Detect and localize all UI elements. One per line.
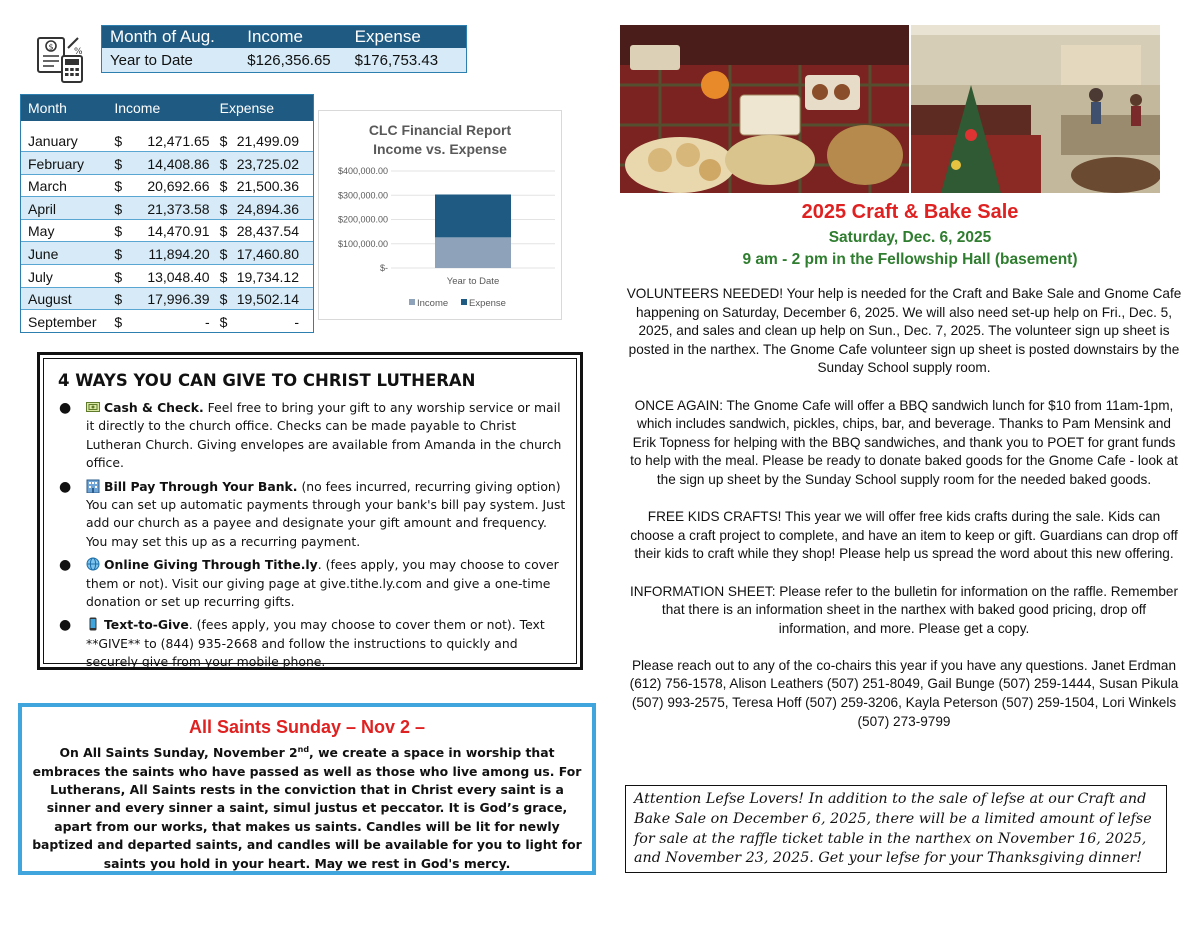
monthly-expense — [220, 156, 313, 172]
monthly-month — [21, 223, 114, 239]
income-amount: 14,408.86 — [147, 155, 210, 172]
expense-amount: 21,500.36 — [236, 178, 299, 195]
expense-amount: 19,734.12 — [236, 268, 299, 285]
currency-symbol: $ — [219, 178, 228, 195]
chart-subtitle: Income vs. Expense — [373, 141, 507, 157]
give-item-cash-text: Feel free to bring your gift to any worship service or mail it directly to the church office. Checks can be made payable to Christ Lutheran Church. Giving envelopes are available from Amanda in the church office. — [86, 400, 562, 471]
all-saints-body — [30, 741, 584, 873]
chart-y-tick-label: $- — [379, 263, 388, 273]
financial-chart — [318, 110, 562, 320]
finance-report-icon — [34, 32, 88, 86]
ytd-expense: $176,753.43 — [354, 51, 439, 69]
monthly-income — [114, 178, 219, 194]
monthly-month — [21, 314, 114, 330]
monthly-month — [21, 178, 114, 194]
monthly-month — [21, 201, 114, 217]
ytd-header-month: Month of Aug. — [110, 27, 215, 46]
monthly-row — [21, 264, 313, 287]
give-item-billpay-title: Bill Pay Through Your Bank. — [104, 478, 298, 494]
monthly-month — [21, 291, 114, 307]
craft-bake-sale-time: 9 am - 2 pm in the Fellowship Hall (basement) — [742, 251, 1078, 268]
monthly-income — [114, 246, 219, 262]
all-saints-title: All Saints Sunday – Nov 2 – — [188, 717, 426, 737]
month-name: January — [28, 133, 78, 149]
monthly-expense — [220, 269, 313, 285]
currency-symbol: $ — [219, 133, 228, 149]
currency-symbol: $ — [219, 155, 228, 172]
income-amount: 21,373.58 — [147, 200, 210, 217]
chart-y-tick-label: $400,000.00 — [337, 166, 388, 176]
expense-amount: - — [294, 313, 299, 330]
month-name: August — [28, 291, 72, 308]
chart-y-tick-label: $300,000.00 — [337, 190, 388, 201]
monthly-expense — [220, 201, 313, 217]
month-name: September — [28, 313, 97, 330]
month-name: June — [28, 245, 59, 262]
month-name: February — [28, 155, 85, 172]
currency-symbol: $ — [219, 268, 228, 285]
monthly-expense — [220, 178, 313, 194]
currency-symbol: $ — [114, 245, 123, 262]
expense-amount: 28,437.54 — [236, 223, 299, 240]
expense-amount: 19,502.14 — [236, 291, 299, 308]
monthly-row — [21, 241, 313, 264]
income-amount: 17,996.39 — [147, 291, 210, 308]
ways-to-give-box — [37, 352, 583, 670]
volunteers-paragraph: VOLUNTEERS NEEDED! Your help is needed for the Craft and Bake Sale and Gnome Cafe happening on Saturday, December 6, 2025. We will also need set-up help on Fri., Dec. 5, 2025, and sales and clean up help on Sun., Dec. 7, 2025. The volunteer sign up sheet is posted in the narthex. The Gnome Cafe volunteer sign up sheet is posted downstairs by the Sunday School supply room. — [626, 286, 1182, 376]
income-amount: 14,470.91 — [147, 223, 210, 240]
svg-text:$: $ — [48, 42, 54, 52]
monthly-header-income: Income — [114, 100, 161, 116]
ytd-header-expense: Expense — [354, 27, 421, 46]
monthly-row — [21, 174, 313, 197]
expense-amount: 21,499.09 — [236, 133, 299, 149]
globe-icon — [86, 557, 100, 571]
give-item-cash — [58, 399, 566, 473]
craft-sale-photo — [911, 25, 1160, 193]
ytd-table — [101, 25, 467, 73]
currency-symbol: $ — [219, 223, 228, 240]
currency-symbol: $ — [114, 291, 123, 308]
monthly-income — [114, 156, 219, 172]
income-amount: - — [204, 313, 210, 330]
monthly-income — [114, 201, 219, 217]
craft-bake-sale-date: Saturday, Dec. 6, 2025 — [828, 229, 992, 246]
income-amount: 11,894.20 — [148, 245, 210, 262]
information-sheet-paragraph: INFORMATION SHEET: Please refer to the bulletin for information on the raffle. Remember that there is an information sheet in the narthex with baked good pricing, drop off information, and more. Please get a copy. — [630, 583, 1178, 636]
currency-symbol: $ — [114, 155, 123, 172]
monthly-income — [114, 291, 219, 307]
mobile-phone-icon — [86, 617, 100, 631]
co-chairs-paragraph: Please reach out to any of the co-chairs this year if you have any questions. Janet Erdman (612) 756-1578, Alison Leathers (507) 251-8049, Gail Bunge (507) 259-1444, Susan Pikula (507) 993-2575, Teresa Hoff (507) 259-3206, Kayla Peterson (507) 259-1504, Lori Winkels (507) 273-9799 — [629, 657, 1179, 729]
bank-building-icon — [86, 479, 100, 493]
chart-y-tick-label: $100,000.00 — [337, 238, 388, 249]
monthly-month — [21, 246, 114, 262]
give-item-billpay-text: (no fees incurred, recurring giving option) You can set up automatic payments through your bank's bill pay system. Just add our church as a payee and designate your gift amount and frequency. You may set this up as a recurring payment. — [86, 478, 566, 549]
monthly-header-row — [21, 95, 313, 121]
bullet: ● — [59, 478, 72, 495]
currency-symbol: $ — [114, 178, 123, 195]
monthly-header-expense: Expense — [219, 100, 275, 116]
bullet: ● — [59, 400, 72, 416]
monthly-row — [21, 309, 313, 332]
lefse-notice: Attention Lefse Lovers! In addition to the sale of lefse at our Craft and Bake Sale on December 6, 2025, there will be a limited amount of lefse for sale at the raffle ticket table in the narthex on November 16, 2025, and November 23, 2025. Get your lefse for your Thanksgiving dinner! — [625, 785, 1167, 873]
income-amount: 12,471.65 — [147, 133, 210, 149]
currency-symbol: $ — [219, 313, 228, 330]
all-saints-body-sup: nd — [297, 745, 310, 754]
give-item-cash-title: Cash & Check. — [104, 400, 204, 415]
bullet: ● — [59, 617, 72, 634]
month-name: May — [28, 223, 55, 240]
monthly-income — [114, 314, 219, 330]
craft-bake-sale-body — [626, 285, 1182, 750]
chart-legend-swatch — [461, 299, 467, 305]
all-saints-body-rest: , we create a space in worship that embraces the saints who have passed as well as those who live among us. For Lutherans, All Saints rests in the conviction that in Christ every saint is a sinner and every sinner a saint, simul justus et peccator. It is God’s grace, apart from our works, that makes us saints. Candles will be lit for newly baptized and departed saints, and candles will be available for you to light for saints you hold in your heart. May we rest in God's mercy. — [32, 745, 582, 871]
month-name: March — [28, 178, 67, 195]
cash-icon — [86, 400, 100, 414]
monthly-income — [114, 223, 219, 239]
chart-legend-label: Income — [417, 298, 449, 309]
chart-svg — [319, 111, 561, 319]
monthly-row — [21, 121, 313, 151]
monthly-month — [21, 156, 114, 172]
give-item-text-text: . (fees apply, you may choose to cover them or not). Text **GIVE** to (844) 935-2668 and follow the instructions to quickly and securely give from your mobile phone. — [86, 617, 545, 670]
monthly-table — [20, 94, 314, 333]
expense-amount: 23,725.02 — [236, 155, 299, 172]
currency-symbol: $ — [114, 268, 123, 285]
chart-legend-swatch — [409, 299, 415, 305]
give-item-online-text: . (fees apply, you may choose to cover them or not). Visit our giving page at give.tithe.ly.com and give a one-time donation or set up recurring gifts. — [86, 557, 559, 610]
currency-symbol: $ — [219, 245, 228, 262]
monthly-expense — [220, 314, 313, 330]
give-item-online-title: Online Giving Through Tithe.ly — [104, 557, 318, 573]
month-name: April — [28, 200, 57, 217]
ytd-data-row — [102, 48, 466, 72]
craft-bake-sale-title: 2025 Craft & Bake Sale — [801, 201, 1019, 223]
gnome-cafe-paragraph: ONCE AGAIN: The Gnome Cafe will offer a BBQ sandwich lunch for $10 from 11am-1pm, which includes sandwich, pickles, chips, bar, and beverage. Thanks to Pam Mensink and Erik Topness for helping with the BBQ sandwiches, and thank you to POET for grant funds to help with the meal. Please be ready to donate baked goods for the Gnome Cafe - look at the sign up sheet by the Sunday School supply room for the needed baked goods. — [630, 397, 1178, 487]
monthly-month — [21, 133, 114, 149]
svg-text:%: % — [74, 47, 83, 57]
give-item-online — [58, 556, 566, 611]
give-item-text-title: Text-to-Give — [104, 617, 189, 633]
chart-legend-label: Expense — [469, 298, 506, 309]
bake-sale-photo — [620, 25, 909, 193]
expense-amount: 24,894.36 — [236, 200, 299, 217]
chart-y-tick-label: $200,000.00 — [337, 214, 388, 225]
chart-x-tick-label: Year to Date — [446, 276, 500, 287]
month-name: July — [28, 268, 53, 285]
ways-to-give-inner — [43, 358, 577, 670]
chart-bar-expense — [435, 194, 511, 237]
ytd-income: $126,356.65 — [247, 51, 331, 69]
currency-symbol: $ — [114, 313, 123, 330]
currency-symbol: $ — [219, 200, 228, 217]
give-item-billpay — [58, 478, 566, 552]
monthly-expense — [220, 291, 313, 307]
monthly-row — [21, 151, 313, 174]
monthly-expense — [220, 133, 313, 149]
expense-amount: 17,460.80 — [236, 245, 299, 262]
all-saints-body-start: On All Saints Sunday, November 2 — [59, 745, 298, 761]
currency-symbol: $ — [114, 223, 123, 240]
give-item-text — [58, 616, 566, 671]
monthly-row — [21, 287, 313, 310]
kids-crafts-paragraph: FREE KIDS CRAFTS! This year we will offer free kids crafts during the sale. Kids can choose a craft project to complete, and have an item to keep or gift. Guardians can drop off their kids to craft while they shop! Please help us spread the word about this new offering. — [630, 509, 1178, 562]
ytd-header-row — [102, 26, 466, 48]
currency-symbol: $ — [114, 200, 123, 217]
chart-bar-income — [435, 237, 511, 268]
monthly-expense — [220, 223, 313, 239]
chart-title: CLC Financial Report — [368, 122, 512, 138]
monthly-row — [21, 196, 313, 219]
bullet: ● — [59, 557, 72, 574]
monthly-row — [21, 219, 313, 242]
ytd-label: Year to Date — [110, 51, 193, 69]
income-amount: 13,048.40 — [147, 268, 210, 285]
currency-symbol: $ — [219, 291, 228, 308]
ytd-header-income: Income — [247, 27, 303, 46]
currency-symbol: $ — [114, 133, 123, 149]
monthly-expense — [220, 246, 313, 262]
monthly-income — [114, 133, 219, 149]
all-saints-box — [18, 703, 596, 875]
monthly-header-month: Month — [28, 100, 67, 116]
income-amount: 20,692.66 — [147, 178, 210, 195]
monthly-month — [21, 269, 114, 285]
ways-to-give-title: 4 WAYS YOU CAN GIVE TO CHRIST LUTHERAN — [58, 371, 476, 390]
monthly-income — [114, 269, 219, 285]
